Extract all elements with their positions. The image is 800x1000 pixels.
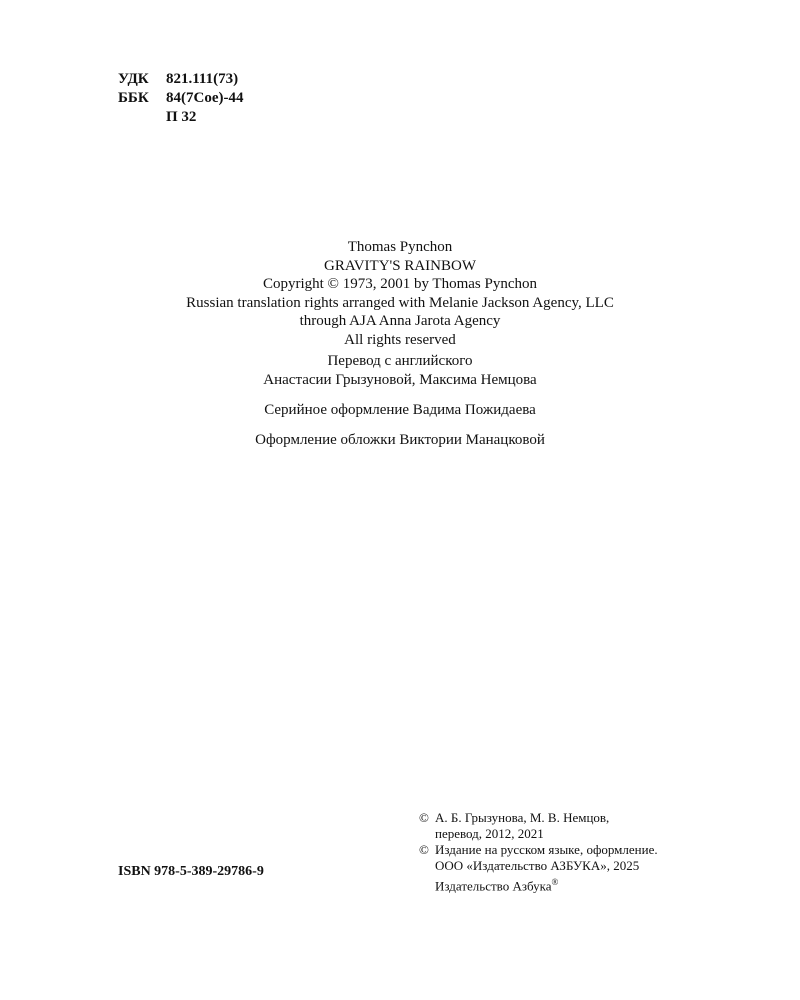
udk-value: 821.111(73) [166, 71, 239, 87]
copyright-symbol: © [419, 842, 429, 857]
translation-credit-line-1: Перевод с английского [327, 353, 473, 369]
original-author: Thomas Pynchon [347, 239, 453, 255]
translation-rights-line-2: through AJA Anna Jarota Agency [299, 313, 501, 329]
classification-codes [118, 70, 243, 127]
publisher-line: ООО «Издательство АЗБУКА», 2025 [435, 858, 640, 873]
publisher-brand-name: Издательство Азбука [435, 878, 552, 894]
translation-years: перевод, 2012, 2021 [435, 826, 544, 841]
bbk-value: 84(7Сое)-44 [166, 90, 244, 106]
edition-line: Издание на русском языке, оформление. [435, 842, 658, 857]
copyright-entry-edition [419, 842, 658, 858]
translation-credit-line-2: Анастасии Грызуновой, Максима Немцова [263, 371, 537, 388]
original-title: GRAVITY'S RAINBOW [323, 257, 476, 274]
copyright-entry-translation [419, 810, 658, 826]
series-design-credit [0, 401, 800, 420]
bbk-row [118, 89, 243, 108]
registered-mark: ® [551, 877, 559, 887]
cover-design-text: Оформление обложки Виктории Манацковой [255, 432, 545, 448]
cover-design-credit [0, 431, 800, 450]
translation-credit [0, 352, 800, 389]
translators-line: А. Б. Грызунова, М. В. Немцов, [435, 810, 610, 825]
publisher-brand [419, 874, 658, 894]
original-rights-block [0, 238, 800, 349]
series-design-text: Серийное оформление Вадима Пожидаева [264, 402, 536, 418]
bbk-label: ББК [118, 90, 149, 106]
rights-reserved: All rights reserved [344, 331, 456, 348]
isbn: ISBN 978-5-389-29786-9 [118, 864, 264, 879]
copyright-symbol: © [419, 810, 429, 825]
udk-row [118, 70, 243, 89]
copyright-notice [419, 810, 658, 894]
udk-label: УДК [118, 71, 149, 87]
translation-rights-line-1: Russian translation rights arranged with Melanie Jackson Agency, LLC [186, 294, 614, 311]
original-copyright: Copyright © 1973, 2001 by Thomas Pynchon [262, 276, 538, 292]
author-mark: П 32 [166, 109, 197, 125]
